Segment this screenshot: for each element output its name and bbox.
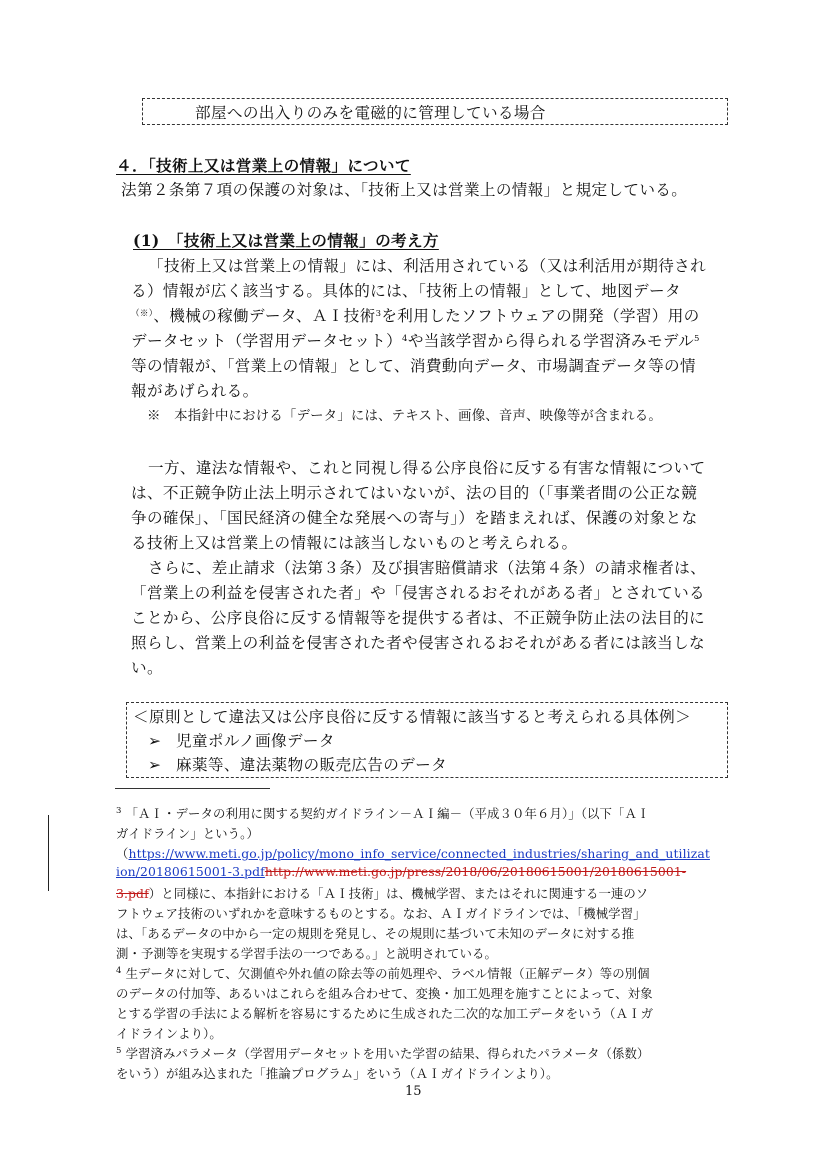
footnote-3-line-2: ガイドライン」という。） xyxy=(116,826,259,841)
revision-bar xyxy=(48,815,49,891)
p1-line-4a: データセット（学習用データセット） xyxy=(131,332,403,350)
footnote-ref-5: 5 xyxy=(694,334,700,344)
top-box-text: 部屋への出入りのみを電磁的に管理している場合 xyxy=(195,104,546,122)
data-definition-note: ※ 本指針中における「データ」には、テキスト、画像、音声、映像等が含まれる。 xyxy=(147,409,662,424)
footnote-5-number: 5 xyxy=(116,1046,122,1056)
example-item-1 xyxy=(148,729,335,751)
footnote-4-line-2: のデータの付加等、あるいはこれらを組み合わせて、変換・加工処理を施すことによって、対象 xyxy=(116,986,653,1001)
example-box-title: ＜原則として違法又は公序良俗に反する情報に該当すると考えられる具体例＞ xyxy=(133,708,692,726)
note-mark: （※） xyxy=(131,309,154,319)
footnote-5-line-2: をいう）が組み込まれた「推論プログラム」をいう（ＡＩガイドラインより）。 xyxy=(116,1066,559,1081)
footnote-3-line-1 xyxy=(116,804,650,822)
footnote-ref-3: 3 xyxy=(375,309,382,319)
open-paren: （ xyxy=(116,846,129,861)
p1-line-4 xyxy=(131,329,700,351)
footnote-4-number: 4 xyxy=(116,966,122,976)
page-number: 15 xyxy=(405,1084,422,1099)
guideline-url-link-cont[interactable]: ion/20180615001-3.pdf xyxy=(116,864,265,879)
p3-line-5: い。 xyxy=(131,659,163,677)
footnote-4-text-1: 生データに対して、欠測値や外れ値の除去等の前処理や、ラベル情報（正解データ）等の別個 xyxy=(125,966,650,981)
arrow-bullet-icon: ➢ xyxy=(148,732,162,750)
footnote-3-number: 3 xyxy=(116,806,122,816)
p1-line-2: る）情報が広く該当する。具体的には、「技術上の情報」として、地図データ xyxy=(131,282,681,300)
footnote-3-text-1: 「ＡＩ・データの利用に関する契約ガイドライン－ＡＩ編－（平成３０年６月）」（以下「ＡＩ xyxy=(125,806,650,821)
footnote-5-text-1: 学習済みパラメータ（学習用データセットを用いた学習の結果、得られたパラメータ（係数） xyxy=(125,1046,650,1061)
p2-line-2: は、不正競争防止法上明示されてはいないが、法の目的（「事業者間の公正な競 xyxy=(131,484,698,502)
footnote-3-line-3 xyxy=(116,844,710,862)
guideline-url-link[interactable]: https://www.meti.go.jp/policy/mono_info_service/connected_industries/sharing_and_utilizat xyxy=(128,846,710,861)
deleted-old-url-cont: 3.pdf xyxy=(116,886,149,901)
footnote-4-line-3: とする学習の手法による解析を容易にするために生成された二次的な加工データをいう（ＡＩガ xyxy=(116,1006,654,1021)
p1-line-3b: を利用したソフトウェアの開発（学習）用の xyxy=(381,307,700,325)
footnote-3-line-8: 測・予測等を実現する学習手法の一つである。」と説明されている。 xyxy=(116,946,498,961)
p1-line-4b: や当該学習から得られる学習済みモデル xyxy=(407,332,695,350)
p2-line-1: 一方、違法な情報や、これと同視し得る公序良俗に反する有害な情報について xyxy=(148,459,706,477)
p3-line-3: ことから、公序良俗に反する情報等を提供する者は、不正競争防止法の法目的に xyxy=(131,609,705,627)
footnote-4-line-1 xyxy=(116,964,650,982)
arrow-bullet-icon: ➢ xyxy=(148,756,162,774)
footnote-3-line-5 xyxy=(116,884,648,902)
example-item-2 xyxy=(148,753,447,775)
footnote-ref-4: 4 xyxy=(402,334,408,344)
p1-line-1: 「技術上又は営業上の情報」には、利活用されている（又は利活用が期待され xyxy=(148,257,707,275)
footnote-separator xyxy=(115,788,270,789)
p3-line-2: 「営業上の利益を侵害された者」や「侵害されるおそれがある者」とされている xyxy=(131,584,705,602)
example-item-1-text: 児童ポルノ画像データ xyxy=(176,732,335,750)
footnote-3-text-4: ）と同様に、本指針における「ＡＩ技術」は、機械学習、またはそれに関連する一連のソ xyxy=(148,886,649,901)
footnote-3-line-7: は、「あるデータの中から一定の規則を発見し、その規則に基づいて未知のデータに対する推 xyxy=(116,926,635,941)
p1-line-3 xyxy=(131,304,700,326)
subsection-1-heading: (1) 「技術上又は営業上の情報」の考え方 xyxy=(133,231,439,250)
footnote-4-line-4: イドラインより）。 xyxy=(116,1026,222,1041)
example-item-2-text: 麻薬等、違法薬物の販売広告のデータ xyxy=(176,756,448,774)
section-4-heading: ４．「技術上又は営業上の情報」について xyxy=(116,156,411,175)
footnote-3-line-6: フトウェア技術のいずれかを意味するものとする。なお、ＡＩガイドラインでは、「機械学習」 xyxy=(116,906,646,921)
p1-line-6: 報があげられる。 xyxy=(131,382,259,400)
p3-line-1: さらに、差止請求（法第３条）及び損害賠償請求（法第４条）の請求権者は、 xyxy=(148,559,707,577)
p1-line-5: 等の情報が、「営業上の情報」として、消費動向データ、市場調査データ等の情 xyxy=(131,357,696,375)
p2-line-4: る技術上又は営業上の情報には該当しないものと考えられる。 xyxy=(131,534,578,552)
section-4-intro: 法第２条第７項の保護の対象は、「技術上又は営業上の情報」と規定している。 xyxy=(121,181,688,199)
p2-line-3: 争の確保」、「国民経済の健全な発展への寄与」）を踏まえれば、保護の対象とな xyxy=(131,509,698,527)
p1-line-3a: 、機械の稼働データ、ＡＩ技術 xyxy=(153,307,376,325)
deleted-old-url: http://www.meti.go.jp/press/2018/06/20180615001/20180615001- xyxy=(264,864,687,879)
footnote-5-line-1 xyxy=(116,1044,649,1062)
footnote-3-line-4 xyxy=(116,864,686,879)
p3-line-4: 照らし、営業上の利益を侵害された者や侵害されるおそれがある者には該当しな xyxy=(131,634,705,652)
